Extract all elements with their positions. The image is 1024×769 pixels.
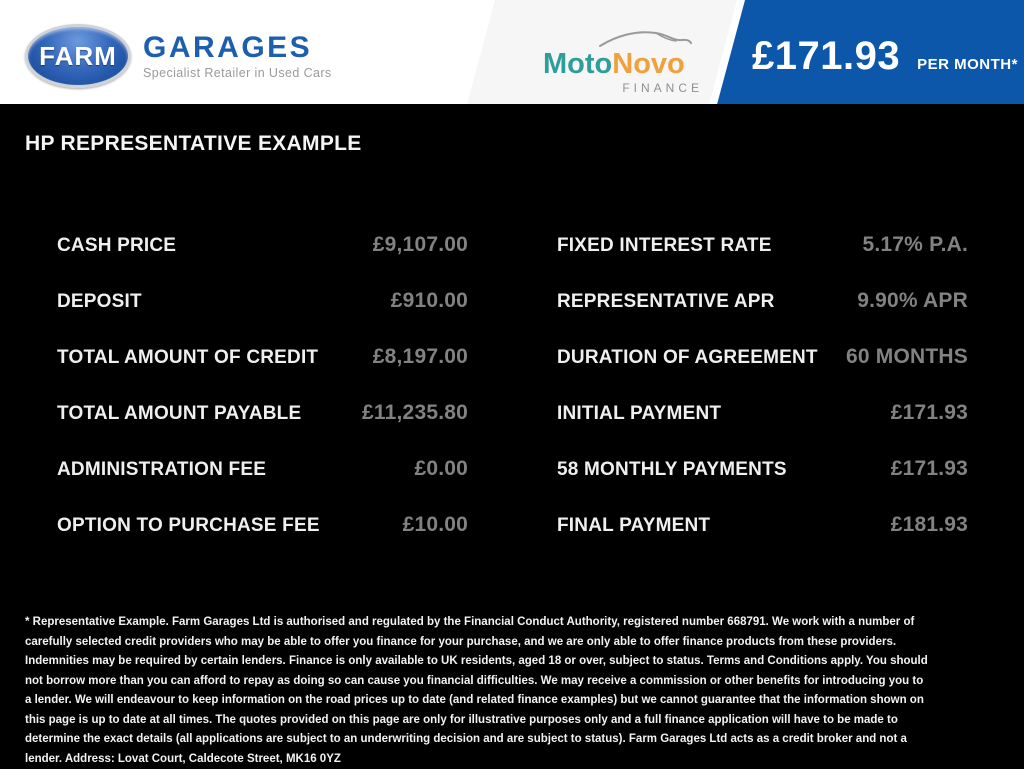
row-value: £10.00 <box>402 513 468 536</box>
row-label: DEPOSIT <box>57 291 142 312</box>
monthly-price-amount: £171.93 <box>752 34 901 78</box>
row-label: REPRESENTATIVE APR <box>557 291 775 312</box>
row-label: ADMINISTRATION FEE <box>57 459 267 480</box>
row-label: TOTAL AMOUNT PAYABLE <box>57 403 302 424</box>
row-value: £171.93 <box>890 401 968 424</box>
row-value: 9.90% APR <box>857 289 968 312</box>
row-value: £11,235.80 <box>362 401 468 424</box>
finance-row-total-amount-of-credit <box>57 345 468 369</box>
row-value: £171.93 <box>890 457 968 480</box>
farm-oval-text: FARM <box>39 40 117 71</box>
finance-row-initial-payment <box>557 401 968 425</box>
row-label: OPTION TO PURCHASE FEE <box>57 515 320 536</box>
dealer-logo <box>25 24 332 88</box>
car-outline-icon <box>598 28 693 50</box>
monthly-price-banner <box>752 0 1018 104</box>
row-value: £9,107.00 <box>372 233 468 256</box>
row-label: TOTAL AMOUNT OF CREDIT <box>57 347 319 368</box>
finance-row-representative-apr <box>557 289 968 313</box>
finance-logo-sub: FINANCE <box>622 81 703 95</box>
monthly-price-suffix: PER MONTH* <box>917 56 1018 73</box>
row-label: 58 MONTHLY PAYMENTS <box>557 459 787 480</box>
finance-logo-moto: Moto <box>543 48 613 80</box>
finance-logo-wordmark <box>543 50 703 78</box>
legal-disclaimer: * Representative Example. Farm Garages Ltd is authorised and regulated by the Financial Conduct Authority, registered number 668791. We work with a number of carefully selected credit providers who may be able to offer you finance for your purchase, and we are only able to offer finance products from these providers. Indemnities may be required by certain lenders. Finance is only available to UK residents, aged 18 or over, subject to status. Terms and Conditions apply. You should not borrow more than you can afford to repay as doing so can cause you financial difficulties. We may receive a commission or other benefits for introducing you to a lender. We will endeavour to keep information on the road prices up to date (and related finance examples) but we cannot guarantee that the information shown on this page is up to date at all times. The quotes provided on this page are only for illustrative purposes only and a full finance application will have to be made to determine the exact details (all applications are subject to an underwriting decision and are subject to status). Farm Garages Ltd acts as a credit broker and not a lender. Address: Lovat Court, Caldecote Street, MK16 0YZ <box>25 616 928 765</box>
page-header <box>0 0 1024 104</box>
dealer-tagline: Specialist Retailer in Used Cars <box>143 65 332 80</box>
dealer-logo-text <box>143 30 332 80</box>
row-value: £910.00 <box>390 289 468 312</box>
finance-row-fixed-interest-rate <box>557 233 968 257</box>
finance-row-cash-price <box>57 233 468 257</box>
page-title: HP REPRESENTATIVE EXAMPLE <box>25 132 362 155</box>
finance-example-grid <box>57 217 968 553</box>
row-label: INITIAL PAYMENT <box>557 403 722 424</box>
dealer-name: GARAGES <box>143 30 313 64</box>
finance-row-total-amount-payable <box>57 401 468 425</box>
finance-row-final-payment <box>557 513 968 537</box>
finance-row-duration-of-agreement <box>557 345 968 369</box>
row-value: £0.00 <box>414 457 468 480</box>
row-label: FINAL PAYMENT <box>557 515 711 536</box>
row-label: CASH PRICE <box>57 235 177 256</box>
finance-row-administration-fee <box>57 457 468 481</box>
finance-row-deposit <box>57 289 468 313</box>
finance-logo-novo: Novo <box>612 48 685 80</box>
finance-provider-logo <box>543 28 703 95</box>
row-value: £181.93 <box>890 513 968 536</box>
row-label: FIXED INTEREST RATE <box>557 235 772 256</box>
finance-row-58-monthly-payments <box>557 457 968 481</box>
finance-row-option-to-purchase-fee <box>57 513 468 537</box>
row-value: 60 MONTHS <box>846 345 968 368</box>
row-value: 5.17% P.A. <box>862 233 968 256</box>
row-label: DURATION OF AGREEMENT <box>557 347 818 368</box>
farm-oval-badge-icon <box>25 24 131 88</box>
row-value: £8,197.00 <box>372 345 468 368</box>
